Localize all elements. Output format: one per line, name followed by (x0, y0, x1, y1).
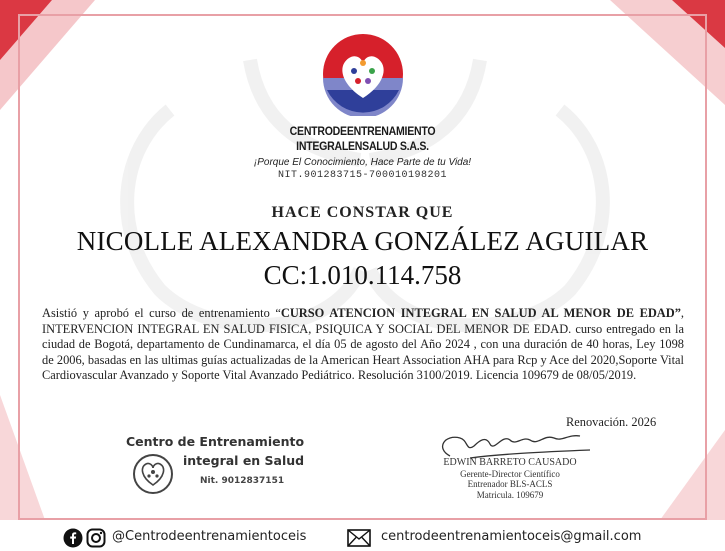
organization-nit: NIT.901283715-700010198201 (277, 170, 448, 181)
instagram-icon[interactable] (86, 528, 106, 548)
body-details: , INTERVENCION INTEGRAL EN SALUD FISICA, PSIQUICA Y SOCIAL DEL MENOR DE EDAD. curso entregado en la ciudad de Bogotá, departamento de Cundinamarca, el día 05 de agosto del Año 2024 , con una duración de 40 horas, Ley 1098 de 2006, basadas en las ultimas guías actualizadas de la American Heart Association AHA para Rcp y Ace del 2020,Soporte Vital Cardiovascular Avanzado y Soporte Vital Avanzado Pediátrico. Resolución 3100/2019. Licencia 109679 de 08/05/2019. (42, 306, 685, 382)
recipient-id: CC:1.010.114.758 (263, 260, 462, 290)
email-icon[interactable] (347, 529, 371, 547)
organization-name-line2: INTEGRALENSALUD S.A.S. (296, 139, 429, 153)
certificate-heading: HACE CONSTAR QUE (271, 204, 454, 221)
signatory-trainer: Entrenador BLS-ACLS (467, 479, 553, 489)
social-handle[interactable]: @Centrodeentrenamientoceis (112, 529, 307, 544)
recipient-name: NICOLLE ALEXANDRA GONZÁLEZ AGUILAR (76, 226, 649, 256)
signatory-block (430, 458, 590, 500)
signatory-registration: Matricula. 109679 (476, 489, 544, 500)
stamp-nit: Nit. 9012837151 (200, 476, 285, 486)
signatory-role: Gerente-Director Científico (460, 468, 560, 479)
facebook-icon[interactable] (63, 528, 83, 548)
stamp-title-line1: Centro de Entrenamiento (126, 434, 305, 449)
stamp-emblem-icon (131, 452, 175, 496)
email-address[interactable]: centrodeentrenamientoceis@gmail.com (381, 529, 642, 544)
signatory-name: EDWIN BARRETO CAUSADO (443, 457, 577, 468)
stamp-title-line2: integral en Salud (183, 453, 305, 468)
organization-slogan: ¡Porque El Conocimiento, Hace Parte de tu Vida! (253, 157, 472, 168)
course-title: CURSO ATENCION INTEGRAL EN SALUD AL MENOR DE EDAD” (280, 306, 681, 320)
certificate-body (42, 306, 684, 384)
organization-name-line1: CENTRODEENTRENAMIENTO (289, 124, 436, 138)
renewal-date: Renovación. 2026 (566, 415, 657, 429)
organization-logo (321, 32, 405, 116)
body-intro: Asistió y aprobó el curso de entrenamiento “ (42, 306, 281, 320)
